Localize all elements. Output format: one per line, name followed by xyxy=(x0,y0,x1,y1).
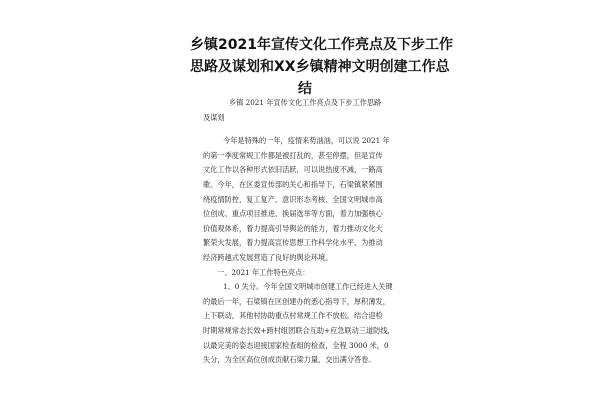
paragraph-line: 以最完美的姿态迎接国家检查组的检查，全程 3000 米，0 xyxy=(203,340,389,350)
paragraph-line: 繁荣大发展，着力提高宣传思想工作科学化水平，为推动 xyxy=(203,238,383,248)
paragraph-line: 的最后一年，石梁镇在区创建办的悉心指导下，厚积薄发， xyxy=(203,296,390,306)
paragraph-line: 的第一季度常规工作都是被打乱的，甚至停摆，但是宣传 xyxy=(203,150,383,160)
document-title xyxy=(190,34,453,100)
title-line: 乡镇2021年宣传文化工作亮点及下步工作 xyxy=(190,37,453,53)
paragraph-line: 价值观体系，着力提高引导舆论的能力，着力推动文化大 xyxy=(203,223,383,233)
paragraph-line: 今年是特殊的一年，疫情来势汹汹，可以说 2021 年 xyxy=(223,136,390,146)
paragraph-line: 文化工作以各种形式依旧活跃，可以说热度不减，一路高 xyxy=(203,165,383,175)
paragraph-intro xyxy=(203,134,413,265)
title-line: 结 xyxy=(298,81,312,97)
paragraph-line: 位创成、重点项目推进、换届选举等方面，着力加强核心 xyxy=(203,209,383,219)
section-heading: 一、2021 年工作特色亮点： xyxy=(217,267,310,277)
paragraph-line: 失分，为全区高位创成贡献石梁力量，交出满分答卷。 xyxy=(203,355,376,365)
paragraph-line: 上下联动，其他村协助重点村常规工作不放松，结合迎检 xyxy=(203,311,383,321)
paragraph-line: 1、0 失分。今年全国文明城市创建工作已经进入关键 xyxy=(223,282,393,292)
spacer xyxy=(203,125,413,134)
title-line: 思路及谋划和XX乡镇精神文明创建工作总 xyxy=(190,59,450,75)
paragraph-line: 时期常规常态长效+跨村组团联合互助+应急联动三道防线， xyxy=(203,325,395,335)
subtitle-line: 乡镇 2021 年宣传文化工作亮点及下步工作思路 xyxy=(229,98,382,107)
paragraph-highlight-1 xyxy=(203,280,413,368)
paragraph-line: 歌。今年，在区委宣传部的关心和指导下，石梁镇紧紧围 xyxy=(203,179,383,189)
paragraph-line: 经济跨越式发展营造了良好的舆论环境。 xyxy=(203,252,333,262)
document-body xyxy=(203,96,413,368)
paragraph-line: 绕疫情防控、复工复产、意识形态考核、全国文明城市高 xyxy=(203,194,383,204)
subtitle-line: 及谋划 xyxy=(203,112,225,122)
